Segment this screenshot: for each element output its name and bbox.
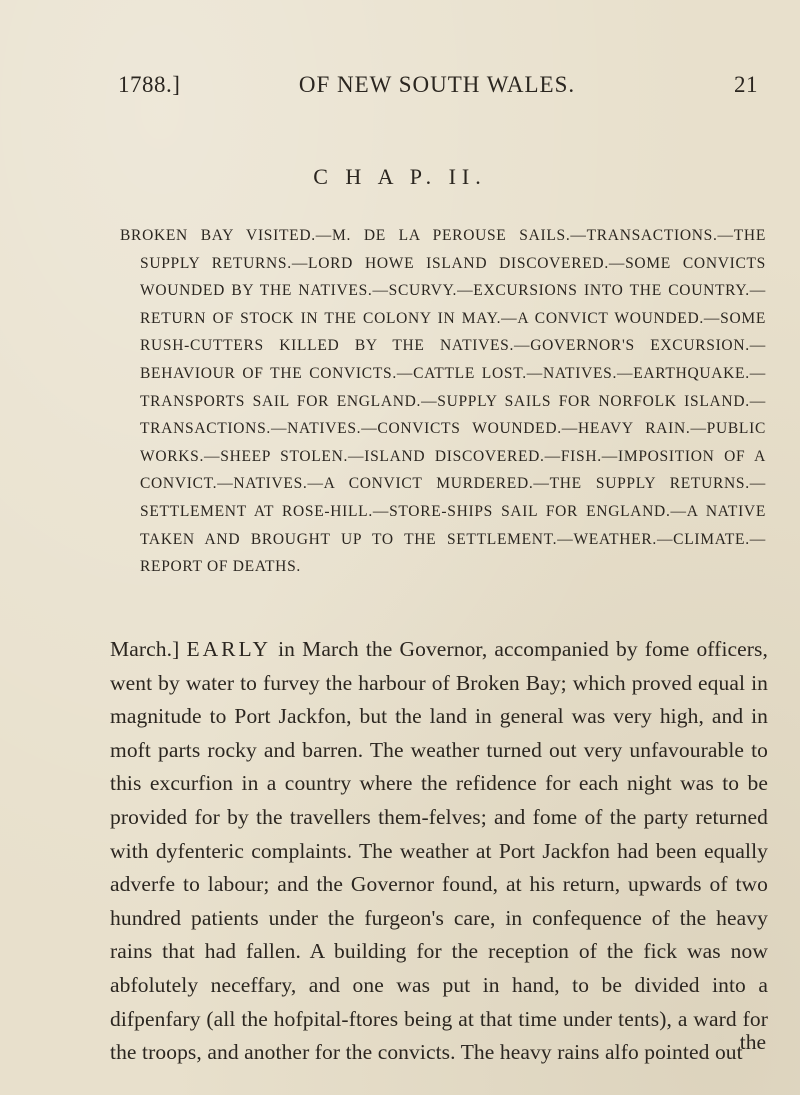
page-number: 21 xyxy=(734,72,758,97)
running-header xyxy=(118,72,758,106)
header-title: OF NEW SOUTH WALES. xyxy=(298,72,576,97)
body-text xyxy=(110,633,768,1070)
margin-note: March.] xyxy=(110,637,180,661)
catchword: the xyxy=(739,1030,766,1054)
chapter-heading: C H A P. II. xyxy=(313,164,487,189)
header-year: 1788.] xyxy=(118,72,181,97)
paragraph-text: in March the Governor, accompanied by fome officers, went by water to furvey the harbour of Broken Bay; which proved equal in magnitude to Port Jackfon, but the land in general was very high, and in moft parts rocky and barren. The weather turned out very unfavourable to this excurfion in a country where the refidence for each night was to be provided for by the travellers them-felves; and fome of the party returned with dyfenteric complaints. The weather at Port Jackfon had been equally adverfe to labour; and the Governor found, at his return, upwards of two hundred patients under the furgeon's care, in confequence of the heavy rains that had fallen. A building for the reception of the fick was now abfolutely neceffary, and one was put in hand, to be divided into a difpenfary (all the hofpital-ftores being at that time under tents), a ward for the troops, and another for the convicts. The heavy rains alfo pointed out xyxy=(110,637,769,1065)
body-paragraph xyxy=(110,633,768,1070)
drop-initial: EARLY xyxy=(186,637,271,661)
chapter-summary: BROKEN BAY VISITED.—M. DE LA PEROUSE SAILS.—TRANSACTIONS.—THE SUPPLY RETURNS.—LORD HOWE ISLAND DISCOVERED.—SOME CONVICTS WOUNDED BY THE NATIVES.—SCURVY.—EXCURSIONS INTO THE COUNTRY.—RETURN OF STOCK IN THE COLONY IN MAY.—A CONVICT WOUNDED.—SOME RUSH-CUTTERS KILLED BY THE NATIVES.—GOVERNOR'S EXCURSION.—BEHAVIOUR OF THE CONVICTS.—CATTLE LOST.—NATIVES.—EARTHQUAKE.—TRANSPORTS SAIL FOR ENGLAND.—SUPPLY SAILS FOR NORFOLK ISLAND.—TRANSACTIONS.—NATIVES.—CONVICTS WOUNDED.—HEAVY RAIN.—PUBLIC WORKS.—SHEEP STOLEN.—ISLAND DISCOVERED.—FISH.—IMPOSITION OF A CONVICT.—NATIVES.—A CONVICT MURDERED.—THE SUPPLY RETURNS.—SETTLEMENT AT ROSE-HILL.—STORE-SHIPS SAIL FOR ENGLAND.—A NATIVE TAKEN AND BROUGHT UP TO THE SETTLEMENT.—WEATHER.—CLIMATE.—REPORT OF DEATHS. xyxy=(120,227,766,576)
